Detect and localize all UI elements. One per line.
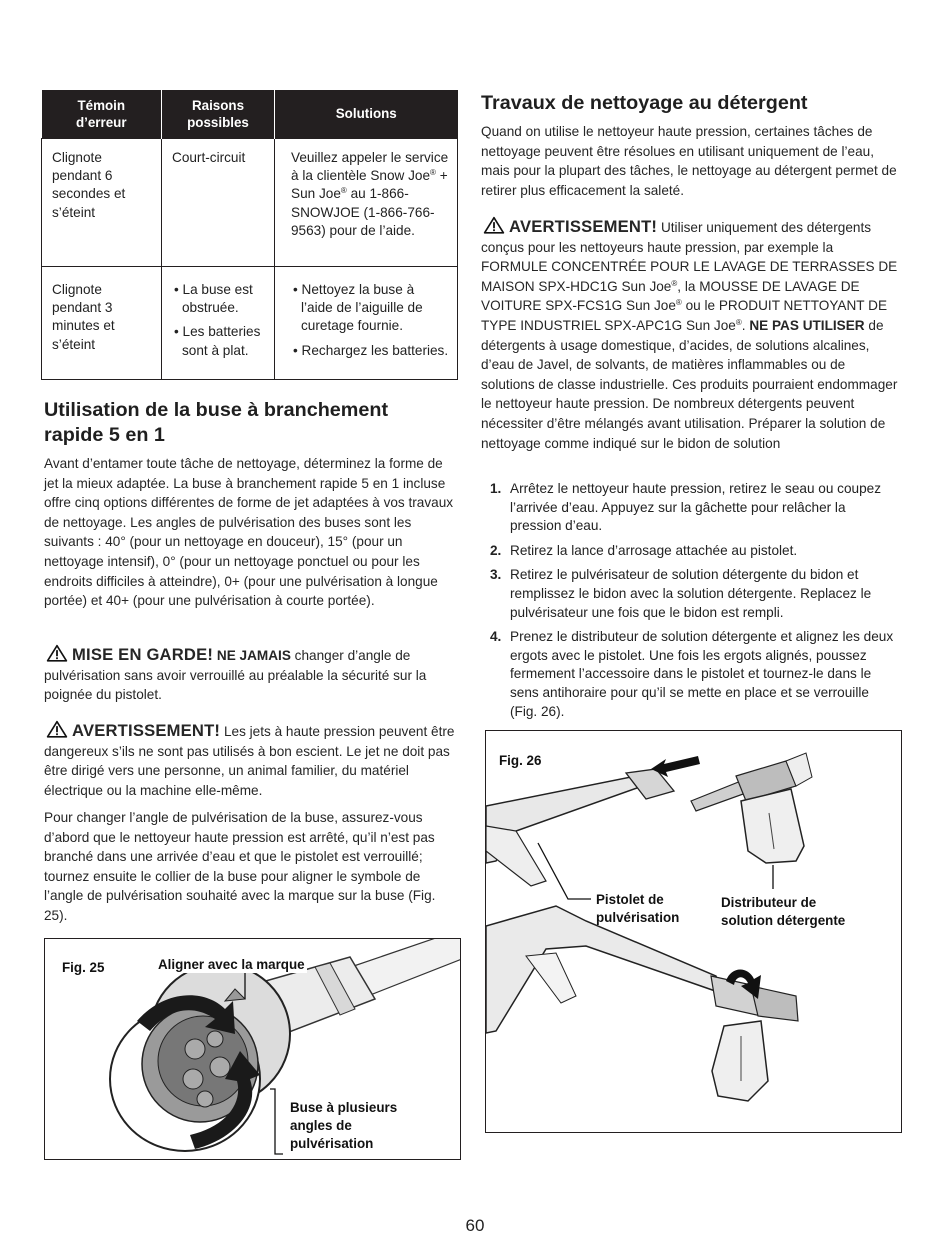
detergent-warning-block (481, 216, 901, 453)
warning-text: Les jets à haute pression peuvent être dangereux s’ils ne sont pas utilisés à bon escient. Le jet ne doit pas être dirigé vers une personne, un animal familier, du matériel électrique ou la machine elle-même. (44, 724, 455, 798)
list-item (482, 566, 897, 622)
error-indicator-table (41, 90, 458, 380)
warning-title: AVERTISSEMENT! (72, 721, 221, 740)
detergent-intro-text: Quand on utilise le nettoyeur haute pression, certaines tâches de nettoyage peuvent être résolues en utilisant uniquement de l’eau, mais pour la plupart des tâches, le nettoyage au détergent permet de retirer plus efficacement la saleté. (481, 124, 897, 198)
indicator-cell: Clignote pendant 6 secondes et s’éteint (42, 138, 162, 266)
figure-25-label: Fig. 25 (62, 960, 105, 975)
figure-26 (485, 730, 902, 1133)
warning-text: de détergents à usage domestique, d’acides, de solutions alcalines, d’eau de Javel, de solvants, de matières inflammables ou de solutions de classe industrielle. Ces produits pourraient endommager le nettoyeur haute pression. De nombreux détergents peuvent nécessiter d’être mélangés avant utilisation. Préparer la solution de nettoyage comme indiqué sur le bidon de solution (481, 317, 898, 451)
gun-label-line-1: Pistolet de (596, 892, 664, 907)
step-number: 1. (490, 481, 502, 496)
warning-triangle-icon (44, 644, 70, 662)
warning-triangle-icon (44, 720, 70, 738)
warning-triangle-icon (481, 216, 507, 234)
dispenser-label-line-1: Distributeur de (721, 895, 817, 910)
align-mark-label: Aligner avec la marque (158, 957, 305, 972)
figure-25 (44, 938, 461, 1160)
warning-text: ou le PRODUIT NETTOYANT DE TYPE INDUSTRIEL SPX-APC1G Sun Joe (481, 298, 888, 333)
step-text: Retirez la lance d’arrosage attachée au pistolet. (510, 542, 798, 558)
registered-mark: ® (671, 278, 678, 288)
registered-mark: ® (430, 167, 436, 177)
gun-dispenser-illustration (486, 731, 902, 1133)
list-item (482, 628, 897, 721)
registered-mark: ® (675, 298, 682, 308)
registered-mark: ® (340, 186, 347, 196)
solution-item: • Rechargez les batteries. (293, 342, 449, 358)
reason-item: • La buse est obstruée. (174, 281, 253, 315)
caution-bold-text: NE JAMAIS (216, 648, 291, 663)
solution-cell (275, 138, 458, 266)
gun-label-line-2: pulvérisation (596, 910, 680, 925)
solution-cell (275, 266, 458, 379)
caution-block (44, 644, 464, 705)
nozzle-intro-text: Avant d’entamer toute tâche de nettoyage, déterminez la forme de jet la mieux adaptée. La buse à branchement rapide 5 en 1 incluse offre cinq options différentes de forme de jet adaptées à vos travaux de nettoyage. Les angles de pulvérisation des buses sont les suivants : 40° (pour un nettoyage en douceur), 15° (pour un nettoyage intensif), 0° (pour un nettoyage ponctuel ou pour les endroits difficiles à atteindre), 0+ (pour une pulvérisation à longue portée) et 40+ (pour une pulvérisation à courte portée). (44, 456, 454, 609)
warning-text: Utiliser uniquement des détergents conçus pour les nettoyeurs haute pression, par exemple la FORMULE CONCENTRÉE POUR LE LAVAGE DE TERRASSES DE MAISON SPX-HDC1G Sun Joe (481, 220, 898, 294)
solution-text: + Sun Joe (291, 167, 448, 202)
step-number: 2. (490, 542, 502, 558)
detergent-steps-list (482, 480, 897, 727)
reason-cell: Court-circuit (162, 138, 275, 266)
nozzle-label-line-3: pulvérisation (290, 1136, 374, 1151)
warning-title: AVERTISSEMENT! (509, 217, 658, 236)
step-text: Retirez le pulvérisateur de solution détergente du bidon et remplissez le bidon avec la solution détergente. Replacez le pulvérisateur une fois que le bidon est rempli. (510, 567, 872, 620)
table-header-row (42, 90, 458, 138)
nozzle-label-line-1: Buse à plusieurs (290, 1100, 398, 1115)
indicator-cell: Clignote pendant 3 minutes et s’éteint (42, 266, 162, 379)
solution-text: au 1-866-SNOWJOE (1-866-766-9563) pour de l’aide. (291, 186, 435, 239)
figure-26-label: Fig. 26 (499, 753, 542, 768)
step-number: 3. (490, 567, 502, 583)
header-indicator: Témoin d’erreur (42, 90, 162, 138)
table-row (42, 138, 458, 266)
header-solutions: Solutions (275, 90, 458, 138)
page-number: 60 (465, 1216, 485, 1235)
warning-text: , la MOUSSE DE LAVAGE DE VOITURE SPX-FCS1G Sun Joe (481, 278, 860, 314)
solution-text: Veuillez appeler le service à la clientèle Snow Joe (291, 149, 449, 183)
change-angle-text: Pour changer l’angle de pulvérisation de la buse, assurez-vous d’abord que le nettoyeur haute pression est arrêté, qu’il n’est pas branché dans une arrivée d’eau et que le pistolet est verrouillé; tournez ensuite le collier de la buse pour aligner le symbole de l’angle de pulvérisation souhaité avec la marque sur la buse (Fig. 25). (44, 810, 436, 923)
table-row (42, 266, 458, 379)
warning-block (44, 720, 464, 800)
step-text: Prenez le distributeur de solution détergente et alignez les deux ergots avec le pistolet. Une fois les ergots alignés, poussez fermement l’accessoire dans le pistolet et tournez-le dans le sens antihoraire pour qu’il se mette en place et se verrouille (Fig. 26). (510, 629, 894, 719)
step-number: 4. (490, 629, 502, 645)
list-item (482, 542, 897, 561)
solution-item: • Nettoyez la buse à l’aide de l’aiguille de curetage fournie. (293, 281, 423, 334)
caution-text: changer d’angle de pulvérisation sans avoir verrouillé au préalable la sécurité sur la poignée du pistolet. (44, 648, 427, 703)
reason-cell (162, 266, 275, 379)
detergent-section-heading: Travaux de nettoyage au détergent (481, 92, 808, 114)
nozzle-section-heading: Utilisation de la buse à branchement rapide 5 en 1 (44, 399, 389, 446)
list-item (482, 480, 897, 536)
registered-mark: ® (735, 317, 742, 327)
dispenser-label-line-2: solution détergente (721, 913, 846, 928)
header-reasons: Raisons possibles (162, 90, 275, 138)
reason-item: • Les batteries sont à plat. (174, 324, 261, 358)
warning-text: . (741, 317, 750, 333)
warning-bold-text: NE PAS UTILISER (749, 317, 865, 333)
step-text: Arrêtez le nettoyeur haute pression, retirez le seau ou coupez l’arrivée d’eau. Appuyez sur la gâchette pour relâcher la pression d’eau. (510, 481, 882, 534)
nozzle-label-line-2: angles de (290, 1118, 352, 1133)
caution-title: MISE EN GARDE! (72, 645, 214, 664)
